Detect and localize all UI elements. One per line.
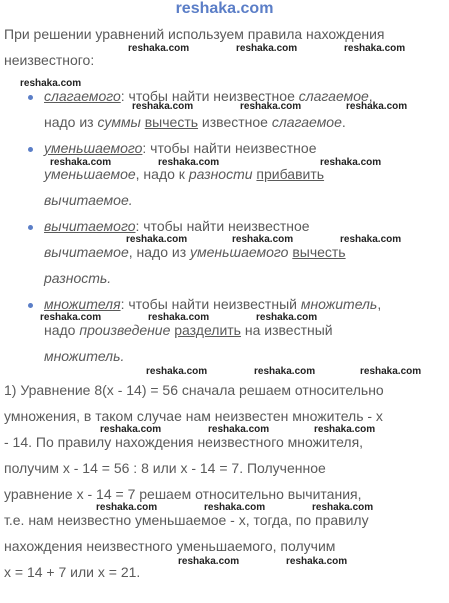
rule-4-line-1 (44, 296, 381, 312)
watermark: reshaka.com (132, 101, 194, 112)
solution-line-7: нахождения неизвестного уменьшаемого, получим (4, 538, 336, 554)
rule-1-text: : чтобы найти неизвестное (120, 88, 299, 104)
watermark: reshaka.com (128, 43, 190, 54)
rule-2-l2c: разности (188, 166, 253, 182)
watermark: reshaka.com (314, 424, 376, 435)
rule-3-term: вычитаемого (44, 218, 136, 234)
watermark: reshaka.com (178, 556, 240, 567)
solution-line-1: 1) Уравнение 8(x - 14) = 56 сначала решаем относительно (4, 382, 384, 398)
watermark: reshaka.com (286, 556, 348, 567)
solution-line-2: умножения, в таком случае нам неизвестен множитель - x (4, 408, 383, 424)
watermark: reshaka.com (344, 43, 406, 54)
rule-3-text: : чтобы найти неизвестное (135, 218, 310, 234)
rule-1-l2d: вычесть (144, 114, 199, 130)
solution-line-3: - 14. По правилу нахождения неизвестного множителя, (4, 434, 364, 450)
rule-1-ital: слагаемое (298, 88, 369, 104)
rule-4-line-3 (44, 348, 124, 364)
watermark: reshaka.com (148, 312, 210, 323)
rule-3-line-1 (44, 218, 310, 234)
watermark: reshaka.com (254, 366, 316, 377)
bullet-icon (28, 147, 33, 152)
intro-line-2: неизвестного: (4, 52, 95, 68)
rule-4-l2b: произведение (79, 322, 171, 338)
bullet-icon (28, 95, 33, 100)
rule-4-ital: множитель (300, 296, 378, 312)
site-title[interactable]: reshaka.com (175, 0, 274, 17)
rule-1-end: , (368, 88, 373, 104)
watermark: reshaka.com (256, 312, 318, 323)
rule-2-l3: вычитаемое. (44, 192, 133, 208)
rule-4-line-2 (44, 322, 333, 338)
rule-4-text: : чтобы найти неизвестный (120, 296, 301, 312)
bullet-icon (28, 303, 33, 308)
rule-1-l2g: . (341, 114, 346, 130)
rule-4-l3: множитель. (44, 348, 125, 364)
rule-2-l2e: прибавить (256, 166, 325, 182)
rule-1-term: слагаемого (44, 88, 121, 104)
rule-4-term: множителя (44, 296, 121, 312)
rule-3-line-2 (44, 244, 346, 260)
watermark: reshaka.com (320, 157, 382, 168)
rule-2-line-2 (44, 166, 324, 182)
rule-3-l2e: вычесть (292, 244, 346, 260)
watermark: reshaka.com (204, 502, 266, 513)
rule-4-l2e: на известный (240, 322, 333, 338)
watermark: reshaka.com (158, 157, 220, 168)
rule-2-text: : чтобы найти неизвестное (142, 140, 317, 156)
watermark: reshaka.com (20, 78, 82, 89)
solution-line-4: получим x - 14 = 56 : 8 или x - 14 = 7. Полученное (4, 460, 326, 476)
watermark: reshaka.com (208, 424, 270, 435)
rule-1-line-1 (44, 88, 373, 104)
watermark: reshaka.com (360, 366, 422, 377)
rule-1-l2f: слагаемое (271, 114, 342, 130)
watermark: reshaka.com (340, 234, 402, 245)
watermark: reshaka.com (240, 101, 302, 112)
rule-3-l2c: уменьшаемого (190, 244, 289, 260)
intro-line-1: При решении уравнений используем правила нахождения (4, 26, 385, 42)
watermark: reshaka.com (146, 366, 208, 377)
rule-4-l2a: надо (44, 322, 80, 338)
watermark: reshaka.com (100, 424, 162, 435)
bullet-icon (28, 225, 33, 230)
rule-3-l2a: вычитаемое (44, 244, 129, 260)
solution-line-6: т.е. нам неизвестно уменьшаемое - x, тогда, по правилу (4, 512, 369, 528)
rule-4-end: , (377, 296, 382, 312)
rule-2-l2a: уменьшаемое (44, 166, 136, 182)
watermark: reshaka.com (96, 502, 158, 513)
watermark: reshaka.com (126, 234, 188, 245)
watermark: reshaka.com (312, 502, 374, 513)
watermark: reshaka.com (232, 234, 294, 245)
rule-1-l2b: суммы (97, 114, 141, 130)
solution-line-5: уравнение x - 14 = 7 решаем относительно вычитания, (4, 486, 362, 502)
rule-1-l2a: надо из (44, 114, 98, 130)
watermark: reshaka.com (236, 43, 298, 54)
rule-3-line-3 (44, 270, 111, 286)
rule-3-l3: разность. (44, 270, 112, 286)
rule-2-line-3 (44, 192, 133, 208)
rule-2-l2b: , надо к (135, 166, 189, 182)
watermark: reshaka.com (346, 101, 408, 112)
rule-3-l2b: , надо из (128, 244, 191, 260)
solution-line-8: x = 14 + 7 или x = 21. (4, 564, 141, 580)
rule-4-l2d: разделить (174, 322, 241, 338)
rule-1-line-2 (44, 114, 346, 130)
rule-2-term: уменьшаемого (44, 140, 143, 156)
rule-1-l2e: известное (198, 114, 272, 130)
watermark: reshaka.com (40, 312, 102, 323)
watermark: reshaka.com (50, 157, 112, 168)
rule-2-line-1 (44, 140, 317, 156)
